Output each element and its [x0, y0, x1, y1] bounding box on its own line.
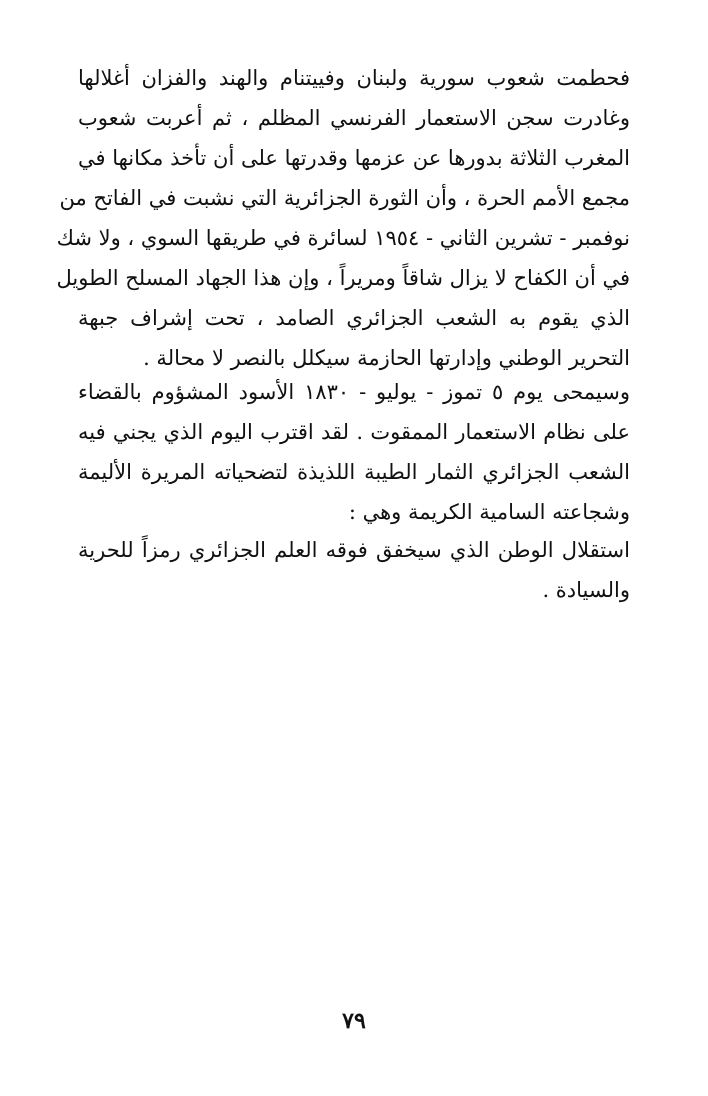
paragraph-3 [78, 530, 630, 610]
paragraph-line: وسيمحى يوم ٥ تموز - يوليو - ١٨٣٠ الأسود المشؤوم بالقضاء [78, 380, 630, 404]
page-number: ٧٩ [342, 1008, 366, 1034]
paragraph-line: استقلال الوطن الذي سيخفق فوقه العلم الجزائري رمزاً للحرية [78, 538, 630, 562]
paragraph-1 [56, 58, 630, 378]
paragraph-line: فحطمت شعوب سورية ولبنان وفييتنام والهند والفزان أغلالها [78, 66, 630, 90]
paragraph-line: مجمع الأمم الحرة ، وأن الثورة الجزائرية التي نشبت في الفاتح من [59, 186, 630, 210]
paragraph-line: والسيادة . [542, 578, 630, 602]
paragraph-line: وغادرت سجن الاستعمار الفرنسي المظلم ، ثم أعربت شعوب [78, 106, 630, 130]
paragraph-line: الذي يقوم به الشعب الجزائري الصامد ، تحت إشراف جبهة [78, 306, 630, 330]
paragraph-line: المغرب الثلاثة بدورها عن عزمها وقدرتها على أن تأخذ مكانها في [78, 146, 630, 170]
paragraph-2 [78, 372, 630, 532]
paragraph-line: التحرير الوطني وإدارتها الحازمة سيكلل بالنصر لا محالة . [143, 346, 630, 370]
paragraph-line: نوفمبر - تشرين الثاني - ١٩٥٤ لسائرة في طريقها السوي ، ولا شك [56, 226, 630, 250]
paragraph-line: الشعب الجزائري الثمار الطيبة اللذيذة لتضحياته المريرة الأليمة [78, 460, 630, 484]
paragraph-line: على نظام الاستعمار الممقوت . لقد اقترب اليوم الذي يجني فيه [78, 420, 630, 444]
paragraph-line: وشجاعته السامية الكريمة وهي : [348, 500, 630, 524]
paragraph-line: في أن الكفاح لا يزال شاقاً ومريراً ، وإن هذا الجهاد المسلح الطويل [56, 266, 630, 290]
